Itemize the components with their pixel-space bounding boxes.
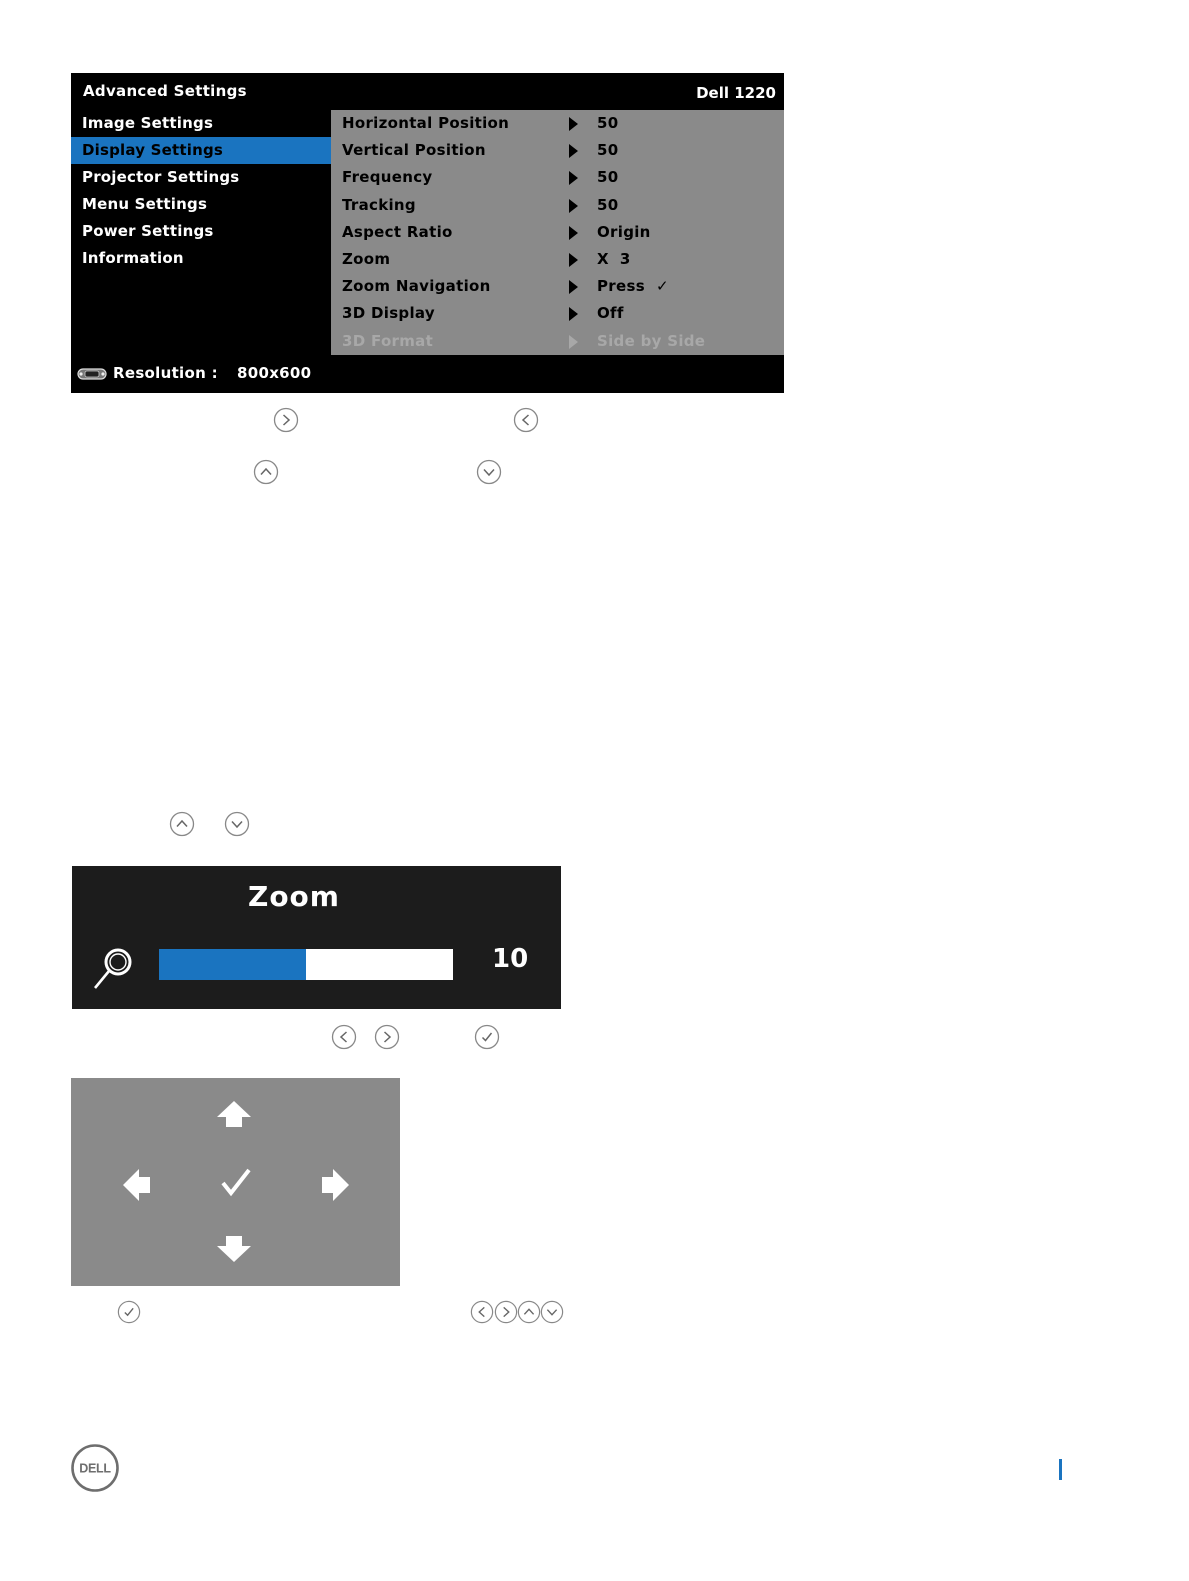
arrow-left-icon [122, 1168, 152, 1202]
setting-label: 3D Format [342, 331, 434, 350]
arrow-right-icon [569, 117, 578, 131]
check-circle-icon [117, 1300, 141, 1324]
setting-zoom[interactable] [331, 246, 784, 273]
chevron-down-circle-icon [476, 459, 502, 485]
setting-value: 50 [597, 114, 619, 132]
osd-title: Advanced Settings [83, 82, 247, 100]
chevron-down-circle-icon [540, 1300, 564, 1324]
chevron-left-circle-icon [513, 407, 539, 433]
chevron-up-circle-icon [517, 1300, 541, 1324]
chevron-left-circle-icon [331, 1024, 357, 1050]
osd-model: Dell 1220 [696, 84, 776, 102]
arrow-up-icon [215, 1100, 253, 1128]
osd-left-menu [71, 110, 331, 272]
setting-zoom-navigation[interactable] [331, 273, 784, 300]
setting-label: Vertical Position [342, 141, 486, 160]
check-icon [219, 1166, 253, 1198]
chevron-right-circle-icon [374, 1024, 400, 1050]
zoom-title: Zoom [248, 880, 340, 913]
setting-frequency[interactable] [331, 164, 784, 191]
vga-connector-icon [77, 367, 107, 381]
dell-logo [70, 1443, 120, 1493]
chevron-up-circle-icon [253, 459, 279, 485]
svg-text:DELL: DELL [79, 1461, 111, 1476]
setting-horizontal-position[interactable] [331, 110, 784, 137]
setting-label: Zoom Navigation [342, 277, 491, 296]
arrow-right-icon [569, 171, 578, 185]
setting-vertical-position[interactable] [331, 137, 784, 164]
check-circle-icon [474, 1024, 500, 1050]
setting-value: Origin [597, 222, 651, 241]
arrow-right-icon [569, 253, 578, 267]
resolution-value: 800x600 [237, 364, 312, 382]
arrow-right-icon [569, 144, 578, 158]
page-number-divider [1059, 1459, 1062, 1480]
setting-value: Side by Side [597, 331, 706, 350]
chevron-left-circle-icon [470, 1300, 494, 1324]
display-settings-panel [331, 110, 784, 355]
arrow-right-icon [569, 307, 578, 321]
osd-advanced-settings [71, 73, 784, 393]
setting-label: Aspect Ratio [342, 222, 453, 241]
setting-3d-display[interactable] [331, 300, 784, 327]
zoom-slider[interactable] [159, 949, 453, 980]
arrow-right-icon [569, 226, 578, 240]
zoom-dialog [72, 866, 561, 1009]
setting-label: 3D Display [342, 304, 435, 323]
setting-label: Frequency [342, 168, 433, 187]
arrow-right-icon [569, 280, 578, 294]
arrow-right-icon [320, 1168, 350, 1202]
setting-value: 50 [597, 195, 619, 214]
chevron-right-circle-icon [494, 1300, 518, 1324]
setting-label: Horizontal Position [342, 114, 510, 132]
zoom-navigation-pad [71, 1078, 400, 1286]
chevron-right-circle-icon [273, 407, 299, 433]
setting-value: X 3 [597, 249, 631, 268]
setting-value: Press ✓ [597, 277, 669, 296]
resolution-label: Resolution : [113, 364, 218, 382]
menu-item-power-settings[interactable]: Power Settings [82, 222, 214, 240]
menu-item-display-settings[interactable]: Display Settings [71, 137, 331, 164]
setting-tracking[interactable] [331, 192, 784, 219]
setting-aspect-ratio[interactable] [331, 219, 784, 246]
setting-value: 50 [597, 168, 619, 187]
menu-item-information[interactable]: Information [82, 249, 184, 267]
setting-label: Zoom [342, 249, 391, 268]
menu-item-projector-settings[interactable]: Projector Settings [82, 168, 240, 186]
arrow-right-icon [569, 335, 578, 349]
setting-value: 50 [597, 141, 619, 160]
chevron-up-circle-icon [169, 811, 195, 837]
menu-item-image-settings[interactable]: Image Settings [82, 114, 214, 132]
zoom-slider-fill [159, 949, 306, 980]
setting-label: Tracking [342, 195, 416, 214]
arrow-down-icon [215, 1235, 253, 1263]
setting-value: Off [597, 304, 624, 323]
chevron-down-circle-icon [224, 811, 250, 837]
arrow-right-icon [569, 199, 578, 213]
osd-status-bar [71, 355, 784, 393]
zoom-value: 10 [492, 944, 529, 974]
magnifier-icon [92, 944, 136, 992]
menu-item-menu-settings[interactable]: Menu Settings [82, 195, 208, 213]
setting-3d-format [331, 328, 784, 355]
